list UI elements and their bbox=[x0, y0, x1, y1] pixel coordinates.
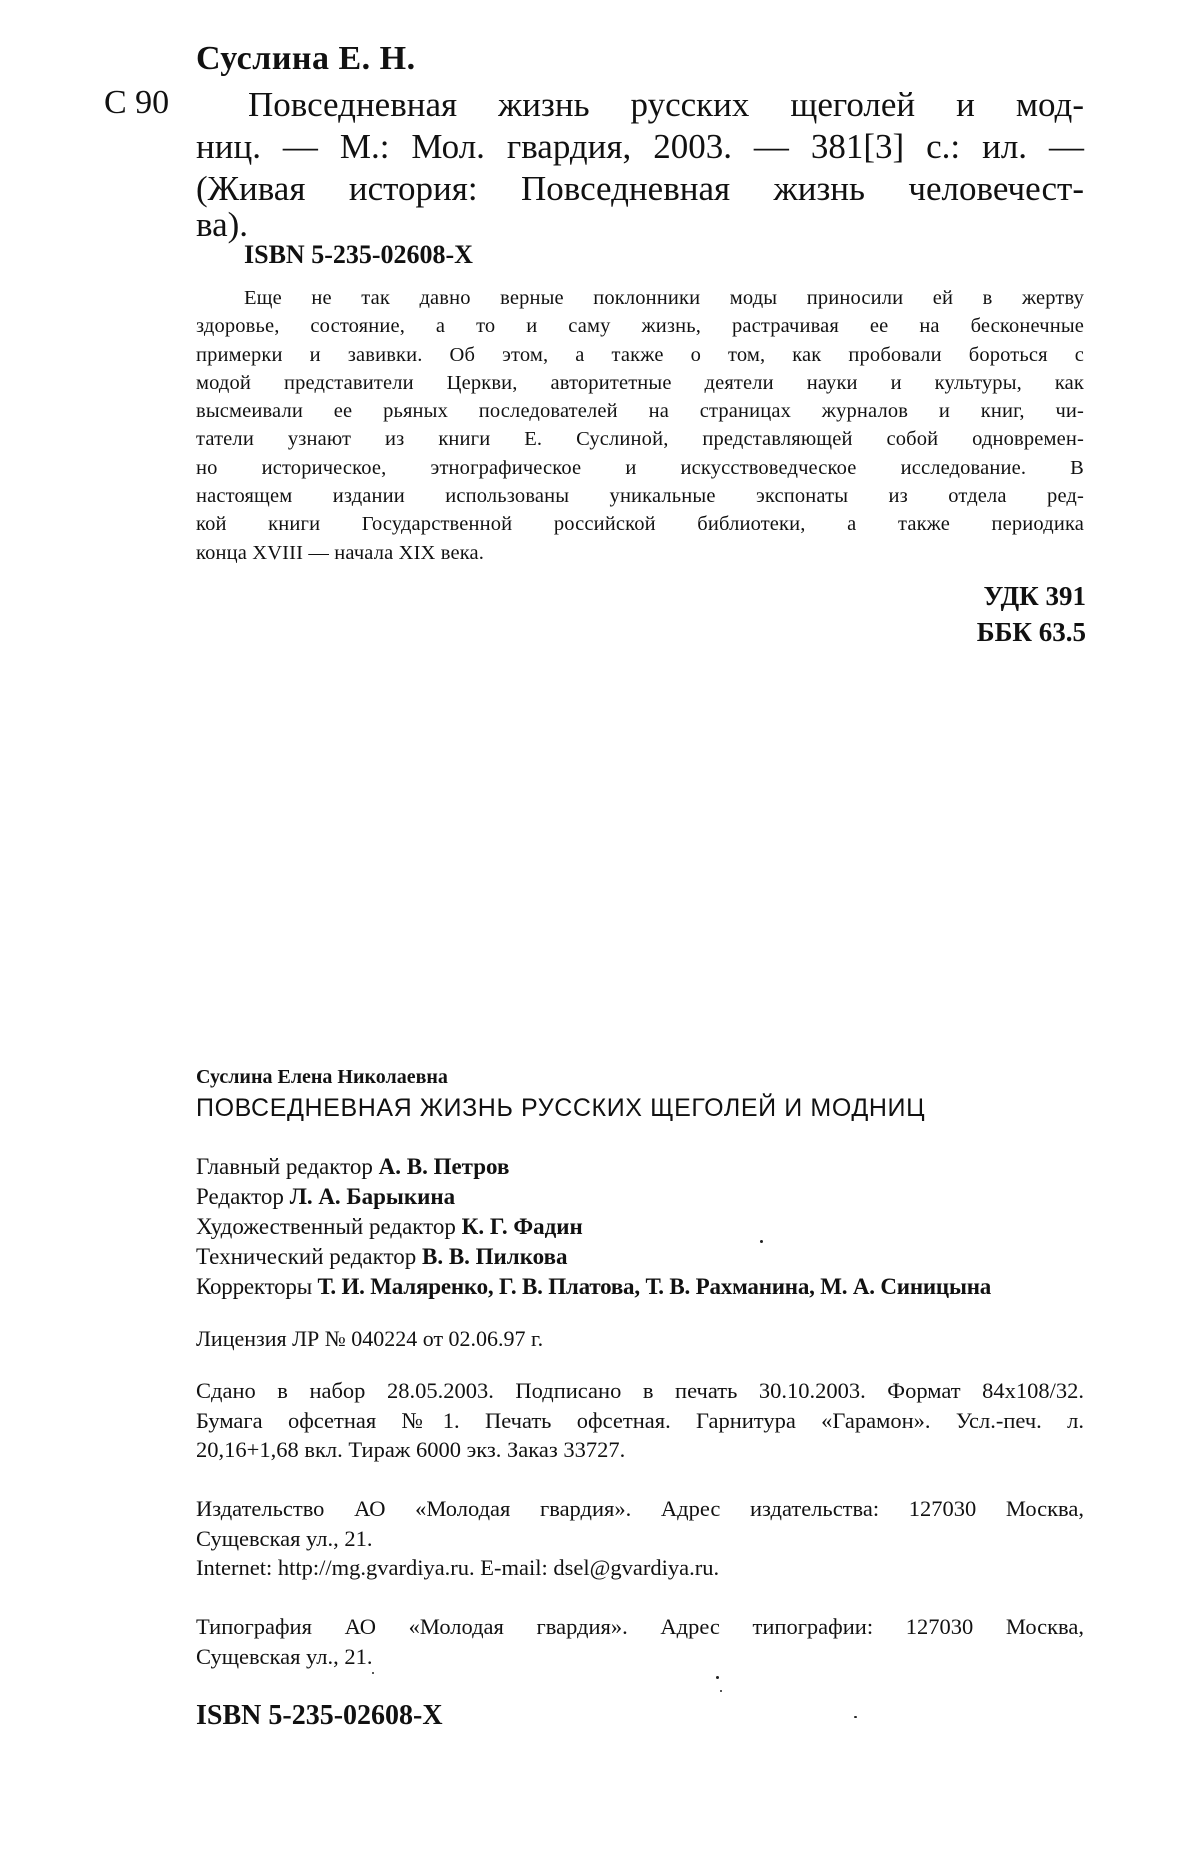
annotation-line: высмеивали ее рьяных последователей на страницах журналов и книг, чи- bbox=[196, 397, 1084, 425]
annotation-line: конца XVIII — начала XIX века. bbox=[196, 539, 1084, 567]
card-author: Суслина Е. Н. bbox=[196, 40, 416, 78]
annotation-line: настоящем издании использованы уникальные экспонаты из отдела ред- bbox=[196, 482, 1084, 510]
staff-row bbox=[196, 1152, 1084, 1182]
staff-row bbox=[196, 1272, 1084, 1302]
typography-line: Типография АО «Молодая гвардия». Адрес типографии: 127030 Москва, bbox=[196, 1612, 1084, 1642]
scan-speck bbox=[372, 1672, 374, 1674]
card-title-line-3: (Живая история: Повседневная жизнь человечест- bbox=[196, 168, 1084, 210]
card-isbn: ISBN 5-235-02608-X bbox=[244, 240, 473, 270]
staff-names: А. В. Петров bbox=[379, 1154, 510, 1179]
staff-row bbox=[196, 1212, 1084, 1242]
publisher-line: Internet: http://mg.gvardiya.ru. E-mail: dsel@gvardiya.ru. bbox=[196, 1553, 1084, 1583]
annotation-line: Еще не так давно верные поклонники моды приносили ей в жертву bbox=[196, 284, 1084, 312]
classification-block bbox=[977, 578, 1086, 650]
typography-line: Сущевская ул., 21. bbox=[196, 1642, 1084, 1672]
staff-names: Т. И. Маляренко, Г. В. Платова, Т. В. Рахманина, М. А. Синицына bbox=[318, 1274, 992, 1299]
annotation-line: примерки и завивки. Об этом, а также о том, как пробовали бороться с bbox=[196, 341, 1084, 369]
card-title-line-2: ниц. — М.: Мол. гвардия, 2003. — 381[3] с.: ил. — bbox=[196, 126, 1084, 168]
annotation-line: татели узнают из книги Е. Суслиной, представляющей собой одновремен- bbox=[196, 425, 1084, 453]
annotation-line: но историческое, этнографическое и искусствоведческое исследование. В bbox=[196, 454, 1084, 482]
card-title-line-4: ва). bbox=[196, 204, 248, 246]
staff-row bbox=[196, 1242, 1084, 1272]
printing-line: Бумага офсетная №1. Печать офсетная. Гарнитура «Гарамон». Усл.-печ. л. bbox=[196, 1406, 1084, 1436]
typography-details bbox=[196, 1612, 1084, 1671]
staff-row bbox=[196, 1182, 1084, 1212]
udk-code: УДК 391 bbox=[977, 578, 1086, 614]
imprint-isbn: ISBN 5-235-02608-X bbox=[196, 1700, 443, 1732]
license-line: Лицензия ЛР № 040224 от 02.06.97 г. bbox=[196, 1326, 1084, 1352]
staff-role: Корректоры bbox=[196, 1274, 312, 1299]
annotation-line: кой книги Государственной российской библиотеки, а также периодика bbox=[196, 510, 1084, 538]
printing-line: Сдано в набор 28.05.2003. Подписано в печать 30.10.2003. Формат 84х108/32. bbox=[196, 1376, 1084, 1406]
staff-role: Редактор bbox=[196, 1184, 284, 1209]
annotation bbox=[196, 284, 1084, 567]
publisher-line: Издательство АО «Молодая гвардия». Адрес издательства: 127030 Москва, bbox=[196, 1494, 1084, 1524]
scan-speck bbox=[720, 1690, 722, 1692]
staff-role: Технический редактор bbox=[196, 1244, 416, 1269]
printing-details bbox=[196, 1376, 1084, 1465]
staff-role: Главный редактор bbox=[196, 1154, 373, 1179]
card-title-line-1: Повседневная жизнь русских щеголей и мод- bbox=[248, 84, 1084, 126]
scan-speck bbox=[760, 1240, 763, 1243]
annotation-line: здоровье, состояние, а то и саму жизнь, растрачивая ее на бесконечные bbox=[196, 312, 1084, 340]
staff-names: Л. А. Барыкина bbox=[290, 1184, 455, 1209]
staff-names: К. Г. Фадин bbox=[462, 1214, 583, 1239]
printing-line: 20,16+1,68 вкл. Тираж 6000 экз. Заказ 33727. bbox=[196, 1435, 1084, 1465]
staff-names: В. В. Пилкова bbox=[422, 1244, 568, 1269]
editorial-staff bbox=[196, 1152, 1084, 1302]
catalog-code: С 90 bbox=[104, 84, 169, 122]
bbk-code: ББК 63.5 bbox=[977, 614, 1086, 650]
imprint-author: Суслина Елена Николаевна bbox=[196, 1066, 1084, 1089]
annotation-line: модой представители Церкви, авторитетные деятели науки и культуры, как bbox=[196, 369, 1084, 397]
publisher-details bbox=[196, 1494, 1084, 1583]
staff-role: Художественный редактор bbox=[196, 1214, 456, 1239]
imprint-title: ПОВСЕДНЕВНАЯ ЖИЗНЬ РУССКИХ ЩЕГОЛЕЙ И МОДНИЦ bbox=[196, 1094, 1084, 1123]
publisher-line: Сущевская ул., 21. bbox=[196, 1524, 1084, 1554]
scan-speck bbox=[854, 1716, 857, 1718]
scan-speck bbox=[716, 1676, 719, 1679]
